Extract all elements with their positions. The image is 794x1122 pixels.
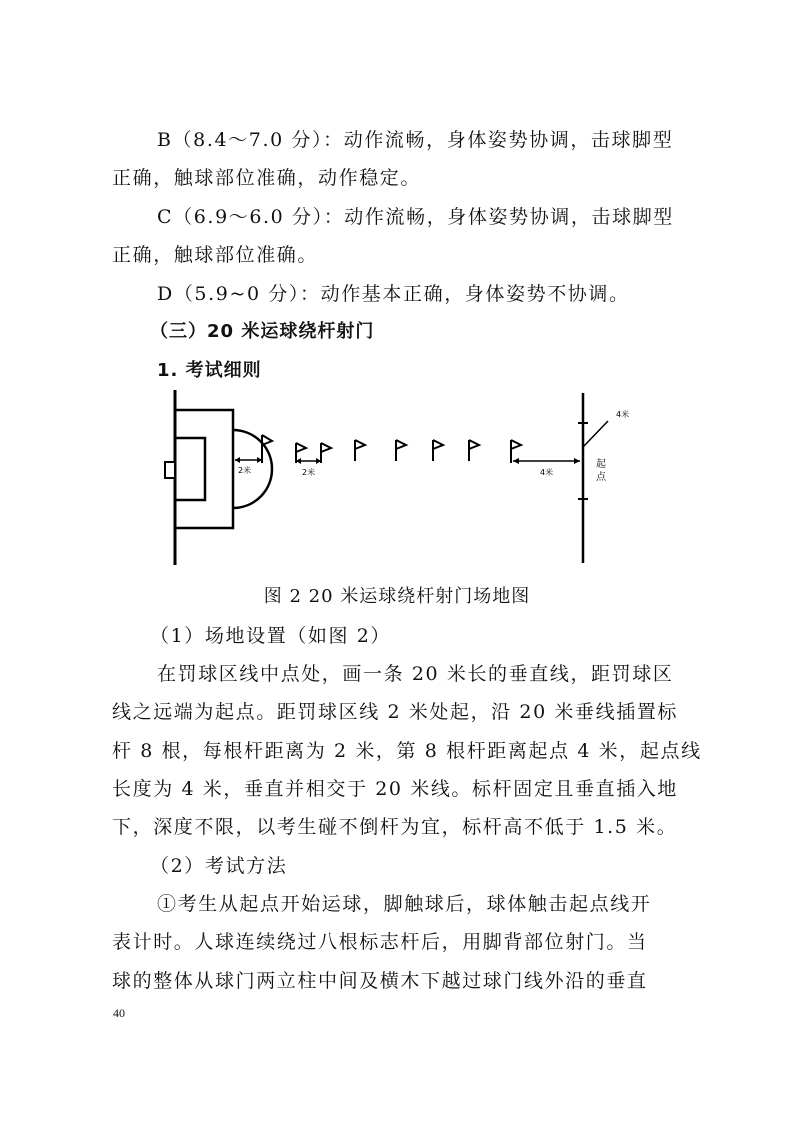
para2-line2: 表计时。人球连续绕过八根标志杆后，用脚背部位射门。当 [112,931,648,953]
para1-line2: 线之远端为起点。距罚球区线 2 米处起，沿 20 米垂线插置标 [112,701,679,723]
grade-c-line2: 正确，触球部位准确。 [112,244,319,266]
label-2m-a: 2米 [238,466,252,475]
goal-area [175,438,205,500]
grade-d-line: D（5.9~0 分）：动作基本正确，身体姿势不协调。 [157,283,630,305]
figure-caption: 图 2 20 米运球绕杆射门场地图 [263,586,531,607]
section-heading: （三）20 米运球绕杆射门 [150,321,375,342]
para1-line1: 在罚球区线中点处，画一条 20 米长的垂直线，距罚球区 [157,663,674,685]
para1-line5: 下，深度不限，以考生碰不倒杆为宜，标杆高不低于 1.5 米。 [112,816,678,838]
label-start-char-2: 点 [596,472,606,483]
subsection-1: （1）场地设置（如图 2） [150,625,392,647]
grade-b-line2: 正确，触球部位准确，动作稳定。 [112,167,422,189]
label-4m-gap: 4米 [540,468,554,477]
flag-3 [321,443,331,463]
grade-c-line1: C（6.9～6.0 分）：动作流畅，身体姿势协调，击球脚型 [157,206,674,228]
label-4m-start: 4米 [616,410,630,419]
para2-line1: ①考生从起点开始运球，脚触球后，球体触击起点线开 [157,893,652,915]
flag-5 [396,440,406,461]
flag-7 [469,440,479,461]
subsection-heading: 1. 考试细则 [157,360,262,381]
flag-4 [355,440,365,461]
goal [165,462,175,478]
grade-b-line1: B（8.4～7.0 分）：动作流畅，身体姿势协调，击球脚型 [157,129,674,151]
para1-line4: 长度为 4 米，垂直并相交于 20 米线。标杆固定且垂直插入地 [112,778,679,800]
subsection-2: （2）考试方法 [150,855,288,877]
label-2m-b: 2米 [302,468,316,477]
field-diagram [150,385,650,570]
label-start-char-1: 起 [596,459,606,470]
flag-6 [433,440,443,461]
page-number: 40 [113,1006,125,1020]
para1-line3: 杆 8 根，每根杆距离为 2 米，第 8 根杆距离起点 4 米，起点线 [112,740,702,762]
para2-line3: 球的整体从球门两立柱中间及横木下越过球门线外沿的垂直 [112,970,648,992]
